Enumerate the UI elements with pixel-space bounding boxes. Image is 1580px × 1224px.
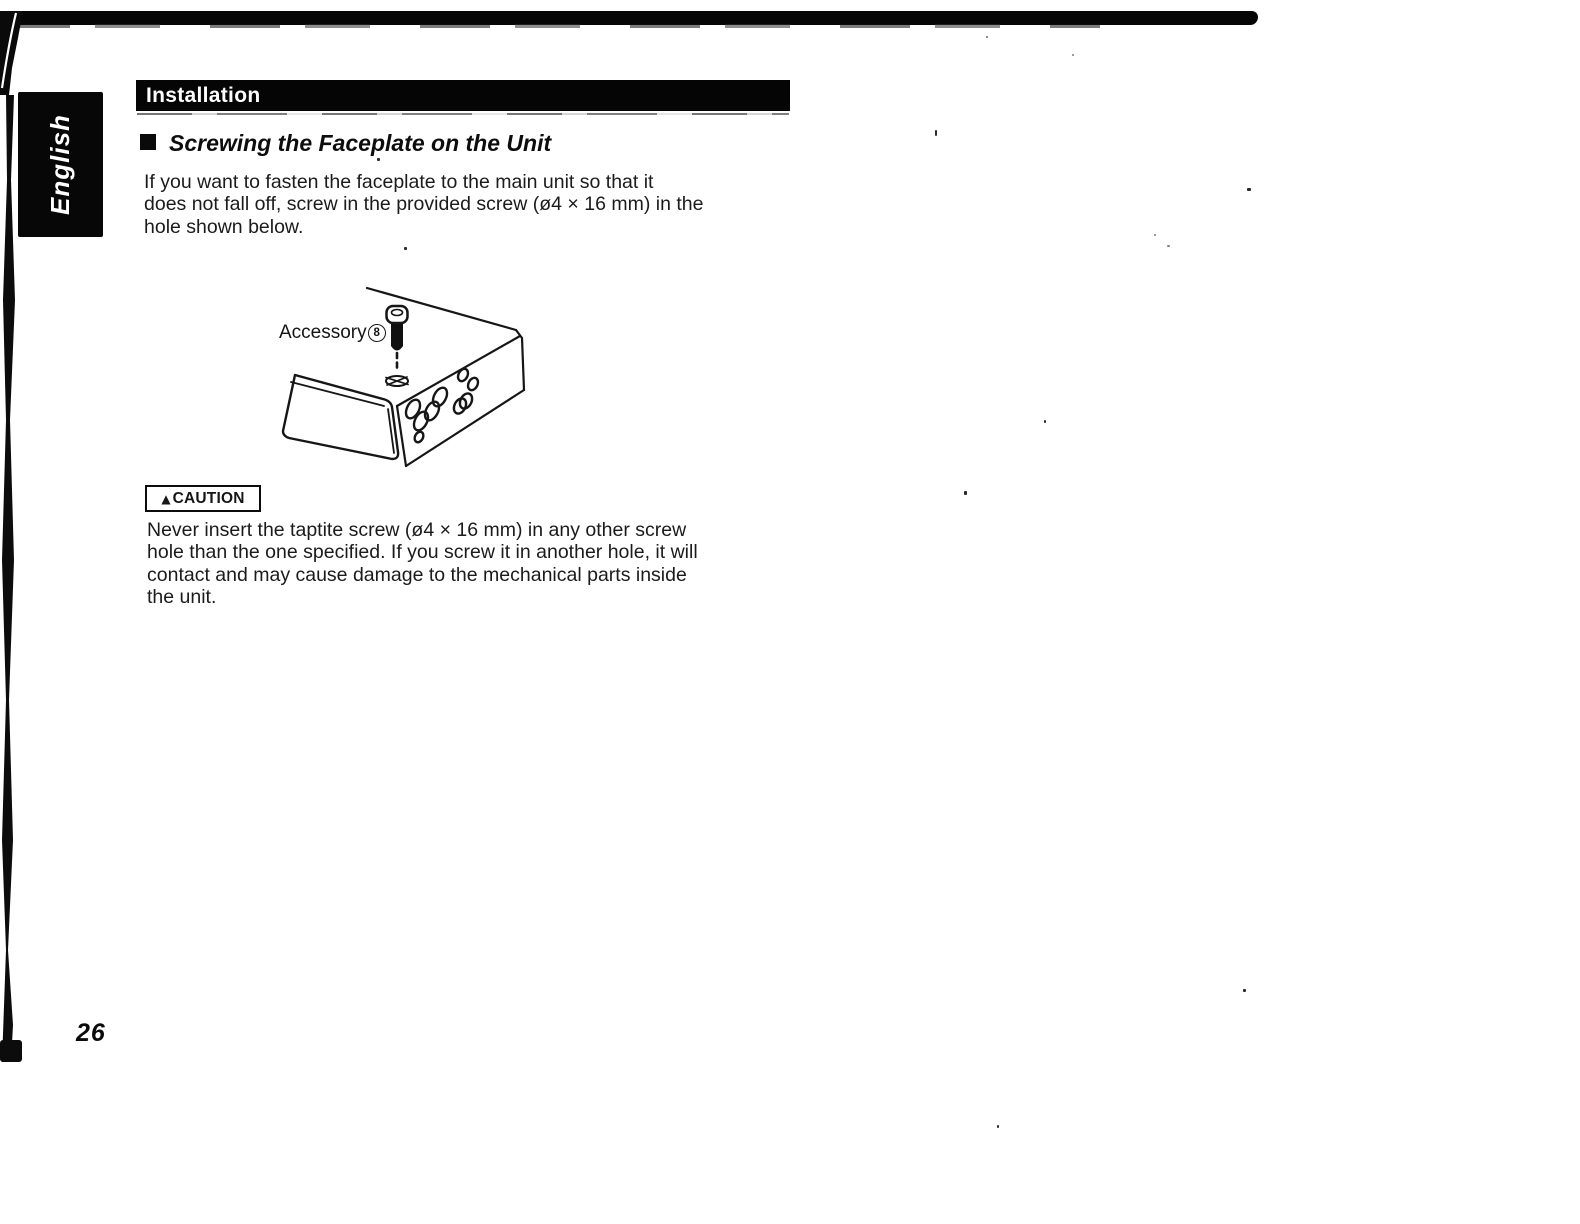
faceplate-outline — [283, 375, 398, 459]
vent-hole — [466, 376, 480, 392]
screw-shaft — [391, 321, 403, 351]
vent-holes — [403, 367, 480, 444]
section-heading — [140, 130, 551, 157]
intro-line: does not fall off, screw in the provided screw (ø4 × 16 mm) in the — [144, 193, 704, 216]
scan-speck — [997, 1125, 999, 1128]
chapter-title: Installation — [146, 83, 261, 107]
spine-foot-blob — [0, 1040, 22, 1062]
unit-top-front-edge — [397, 336, 520, 406]
scan-speck — [404, 247, 407, 250]
scan-speck — [377, 158, 380, 161]
scan-speck — [964, 491, 967, 495]
scan-speck — [1044, 420, 1046, 423]
scan-speck — [1247, 188, 1251, 191]
unit-right-end-edge — [516, 330, 524, 390]
scan-speck — [1072, 54, 1074, 56]
circled-number-icon: 8 — [368, 324, 386, 342]
section-title: Screwing the Faceplate on the Unit — [169, 130, 552, 156]
figure-label — [279, 322, 386, 344]
chapter-header-bar — [136, 80, 790, 111]
scan-speck — [935, 130, 937, 136]
caution-label: CAUTION — [172, 489, 245, 507]
intro-line: If you want to fasten the faceplate to the main unit so that it — [144, 171, 654, 193]
caution-line: contact and may cause damage to the mechanical parts inside — [147, 563, 687, 586]
screw-head — [387, 306, 408, 323]
square-bullet-icon — [140, 134, 156, 150]
top-scan-fringe — [0, 24, 1100, 28]
caution-line: Never insert the taptite screw (ø4 × 16 mm) in any other screw — [147, 519, 687, 541]
accessory-label: Accessory — [279, 322, 367, 343]
unit-diagram — [250, 278, 540, 478]
top-scan-bar — [0, 11, 1258, 25]
intro-line: hole shown below. — [144, 215, 304, 238]
warning-triangle-icon: ▲ — [161, 491, 171, 506]
vent-hole — [430, 385, 450, 408]
vent-hole — [456, 367, 470, 383]
intro-paragraph — [144, 171, 703, 238]
caution-line: hole than the one specified. If you screw it in another hole, it will — [147, 541, 698, 564]
chapter-header-underline — [137, 113, 789, 115]
caution-line: the unit. — [147, 586, 217, 609]
page-number: 26 — [76, 1019, 106, 1047]
vent-hole — [413, 430, 425, 443]
caution-badge — [145, 485, 261, 512]
language-tab — [18, 92, 103, 237]
scan-speck — [1154, 234, 1156, 236]
language-tab-label: English — [45, 114, 75, 215]
scan-speck — [1167, 245, 1170, 247]
caution-paragraph — [147, 519, 698, 609]
scan-speck — [986, 36, 988, 38]
scan-speck — [1243, 989, 1246, 992]
spine-stripe — [2, 95, 15, 1062]
